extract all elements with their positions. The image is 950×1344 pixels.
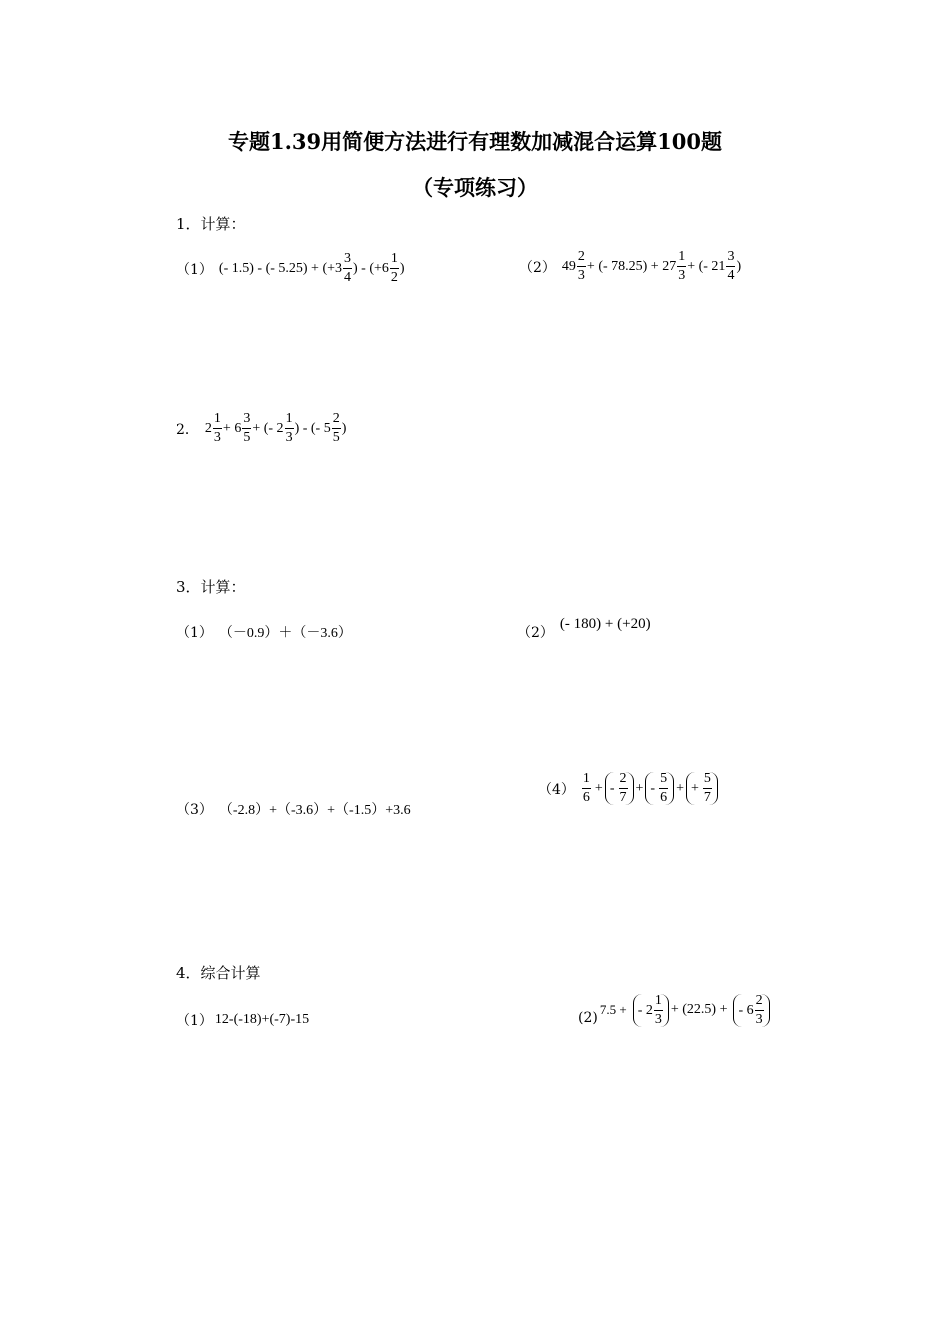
page-title: 专题1.39用简便方法进行有理数加减混合运算100题 <box>228 129 722 154</box>
parenthesized-term <box>633 994 669 1027</box>
expr-text: 49 <box>561 258 576 274</box>
expr-text: ) - (- 5 <box>294 420 331 436</box>
numerator: 2 <box>755 994 764 1011</box>
fraction <box>285 412 294 445</box>
numerator: 1 <box>390 252 399 269</box>
fraction <box>332 412 341 445</box>
math-expression: （－0.9）＋（－3.6） <box>218 626 352 641</box>
part-label: (2) <box>578 1009 598 1026</box>
numerator: 1 <box>677 250 686 267</box>
fraction <box>619 772 628 805</box>
denominator: 7 <box>703 790 711 805</box>
operator: + <box>676 780 684 796</box>
denominator: 4 <box>344 270 352 285</box>
denominator: 3 <box>755 1012 763 1027</box>
operator: + <box>635 780 644 796</box>
expr-text: (- 1.5) - (- 5.25) + (+3 <box>218 260 343 276</box>
question-3-part-2 <box>517 606 651 642</box>
fraction <box>726 250 735 283</box>
denominator: 7 <box>619 790 627 805</box>
question-4-header: 4．综合计算 <box>176 964 261 982</box>
expr-text: 7.5 + <box>599 1002 627 1017</box>
sign: - <box>650 780 656 796</box>
question-3-header: 3．计算： <box>176 578 246 596</box>
expr-text: + (22.5) + <box>670 1002 728 1017</box>
denominator: 2 <box>390 270 398 285</box>
question-1-part-1 <box>176 252 405 285</box>
math-expression: 12-(-18)+(-7)-15 <box>214 1012 310 1027</box>
question-1-header: 1．计算： <box>176 215 246 233</box>
numerator: 2 <box>332 412 341 429</box>
math-expression <box>205 412 346 445</box>
parenthesized-term <box>686 772 718 805</box>
question-3-part-1 <box>176 622 352 642</box>
math-expression <box>581 772 720 805</box>
parenthesized-term <box>645 772 674 805</box>
fraction <box>242 412 251 445</box>
fraction <box>677 250 686 283</box>
expr-text: + (- 2 <box>252 420 284 436</box>
sign: - <box>609 780 615 796</box>
sign: + <box>690 780 699 796</box>
fraction <box>577 250 586 283</box>
denominator: 3 <box>577 268 585 283</box>
numerator: 5 <box>659 772 668 789</box>
denominator: 3 <box>654 1012 662 1027</box>
numerator: 3 <box>242 412 251 429</box>
question-3-part-4 <box>538 772 720 805</box>
numerator: 1 <box>582 772 591 789</box>
part-label: （1） <box>176 1013 213 1029</box>
denominator: 5 <box>332 430 340 445</box>
parenthesized-term <box>605 772 634 805</box>
expr-text: ) <box>399 260 405 276</box>
math-expression: (- 180) + (+20) <box>559 615 651 632</box>
fraction <box>703 772 712 805</box>
denominator: 5 <box>243 430 251 445</box>
fraction <box>390 252 399 285</box>
math-expression <box>562 250 741 283</box>
numerator: 1 <box>285 412 294 429</box>
page-subtitle: （专项练习） <box>412 175 538 200</box>
expr-text: + (- 21 <box>687 258 726 274</box>
fraction <box>755 994 764 1027</box>
fraction <box>213 412 222 445</box>
question-4-part-1 <box>176 1010 309 1030</box>
parenthesized-term <box>733 994 769 1027</box>
denominator: 6 <box>660 790 668 805</box>
question-4-part-2 <box>578 994 772 1027</box>
fraction <box>659 772 668 805</box>
mixed-number: - 2 <box>637 1002 653 1018</box>
numerator: 3 <box>726 250 735 267</box>
denominator: 3 <box>678 268 686 283</box>
math-expression: （-2.8）+（-3.6）+（-1.5）+3.6 <box>218 803 411 818</box>
question-label: 2． <box>176 421 199 438</box>
expr-text: + 6 <box>222 420 242 436</box>
fraction <box>582 772 591 805</box>
denominator: 3 <box>213 430 221 445</box>
expr-text: 2 <box>204 420 212 436</box>
numerator: 3 <box>343 252 352 269</box>
part-label: （1） <box>176 625 213 641</box>
part-label: （1） <box>176 261 213 278</box>
part-label: （2） <box>517 625 554 641</box>
question-3-part-3 <box>176 799 411 819</box>
expr-text: + (- 78.25) + 27 <box>586 258 677 274</box>
numerator: 1 <box>213 412 222 429</box>
mixed-number: - 6 <box>738 1002 754 1018</box>
denominator: 4 <box>727 268 735 283</box>
math-expression <box>600 994 772 1027</box>
math-expression <box>219 252 405 285</box>
numerator: 1 <box>654 994 663 1011</box>
part-label: （3） <box>176 802 213 818</box>
question-1-part-2 <box>519 250 741 283</box>
numerator: 2 <box>577 250 586 267</box>
expr-text: ) - (+6 <box>353 260 389 276</box>
expr-text: ) <box>736 258 742 274</box>
expr-text: ) <box>341 420 347 436</box>
part-label: （4） <box>538 781 575 798</box>
fraction <box>343 252 352 285</box>
part-label: （2） <box>519 259 556 276</box>
denominator: 3 <box>285 430 293 445</box>
denominator: 6 <box>582 790 590 805</box>
question-2 <box>176 412 346 445</box>
numerator: 2 <box>619 772 628 789</box>
fraction <box>654 994 663 1027</box>
numerator: 5 <box>703 772 712 789</box>
operator: + <box>594 780 603 796</box>
